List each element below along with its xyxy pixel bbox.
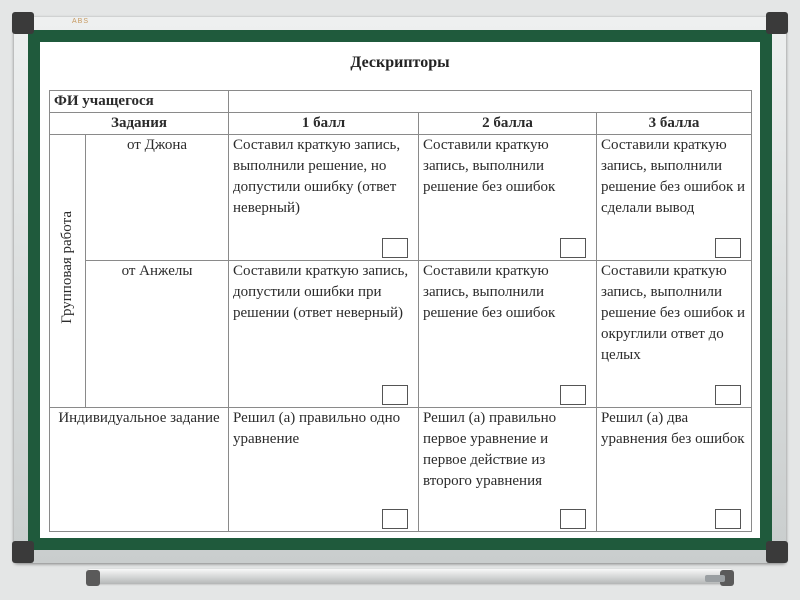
marker-icon (705, 575, 725, 582)
score-checkbox[interactable] (382, 509, 408, 529)
descriptor-cell (419, 408, 597, 532)
page-title: Дескрипторы (350, 54, 450, 71)
descriptor-text: Решил (а) правильно первое уравнение и первое действие из второго уравнения (423, 410, 557, 489)
marker-tray (88, 569, 732, 583)
score-checkbox[interactable] (560, 385, 586, 405)
score-checkbox[interactable] (560, 238, 586, 258)
descriptor-text: Составили краткую запись, выполнили решение без ошибок (423, 263, 556, 321)
tray-end-cap (86, 570, 100, 586)
frame-corner (766, 541, 788, 563)
descriptor-cell (419, 261, 597, 408)
frame-corner (766, 12, 788, 34)
student-name-label: ФИ учащегося (50, 91, 229, 113)
header-score-1: 1 балл (229, 113, 419, 135)
group-work-label: Групповая работа (59, 211, 75, 324)
descriptor-text: Составил краткую запись, выполнили решение, но допустили ошибку (ответ неверный) (233, 137, 401, 216)
task-cell: от Джона (86, 135, 229, 261)
header-score-2: 2 балла (419, 113, 597, 135)
board-brand-label: ABS (72, 18, 90, 25)
descriptor-table (49, 90, 752, 532)
score-checkbox[interactable] (715, 509, 741, 529)
header-tasks: Задания (50, 113, 229, 135)
descriptor-cell (597, 261, 752, 408)
descriptor-cell (597, 135, 752, 261)
frame-corner (12, 12, 34, 34)
task-cell: Индивидуальное задание (50, 408, 229, 532)
frame-corner (12, 541, 34, 563)
group-work-cell (50, 135, 86, 408)
descriptor-cell (229, 261, 419, 408)
descriptor-text: Решил (а) два уравнения без ошибок (601, 410, 745, 447)
descriptor-text: Решил (а) правильно одно уравнение (233, 410, 401, 447)
table-row (50, 408, 752, 532)
score-checkbox[interactable] (382, 385, 408, 405)
descriptor-cell (229, 408, 419, 532)
header-score-3: 3 балла (597, 113, 752, 135)
student-name-row (50, 91, 752, 113)
descriptor-text: Составили краткую запись, выполнили решение без ошибок и округлили ответ до целых (601, 263, 746, 363)
score-checkbox[interactable] (715, 385, 741, 405)
descriptor-cell (597, 408, 752, 532)
task-cell: от Анжелы (86, 261, 229, 408)
descriptor-cell (419, 135, 597, 261)
score-checkbox[interactable] (560, 509, 586, 529)
table-row (50, 135, 752, 261)
descriptor-text: Составили краткую запись, выполнили решение без ошибок (423, 137, 556, 195)
descriptor-cell (229, 135, 419, 261)
header-row (50, 113, 752, 135)
table-row (50, 261, 752, 408)
score-checkbox[interactable] (715, 238, 741, 258)
descriptor-text: Составили краткую запись, допустили ошибки при решении (ответ неверный) (233, 263, 409, 321)
descriptor-text: Составили краткую запись, выполнили решение без ошибок и сделали вывод (601, 137, 746, 216)
student-name-field[interactable] (229, 91, 752, 113)
score-checkbox[interactable] (382, 238, 408, 258)
